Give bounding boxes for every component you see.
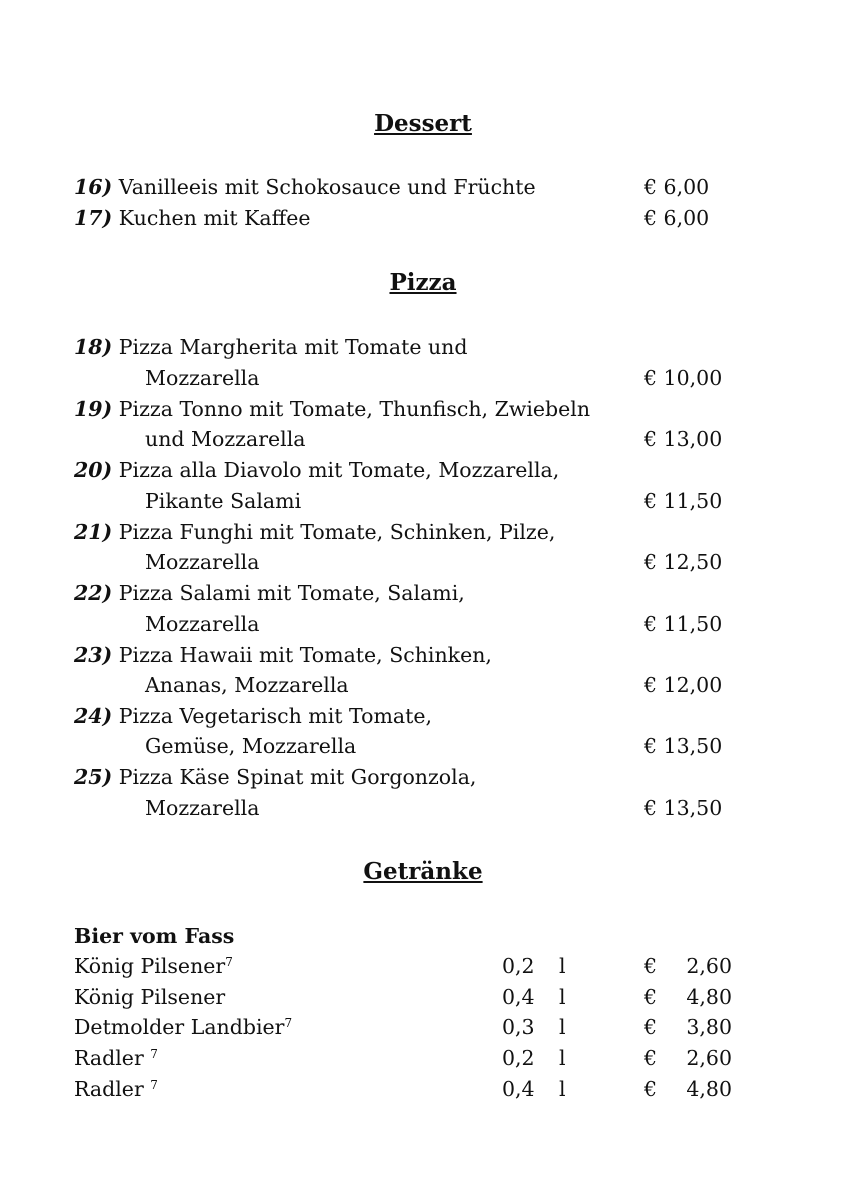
item-price: € 13,50 bbox=[644, 796, 723, 820]
item-text: Pizza Tonno mit Tomate, Thunfisch, Zwiebeln bbox=[118, 397, 591, 421]
drink-name: Radler bbox=[74, 1077, 151, 1101]
drink-row bbox=[74, 1043, 158, 1073]
item-number: 22) bbox=[74, 581, 113, 605]
item-number: 20) bbox=[74, 458, 113, 482]
menu-item-19 bbox=[74, 394, 590, 424]
footnote-mark: 7 bbox=[225, 955, 233, 969]
item-price: € 13,50 bbox=[644, 734, 723, 758]
item-text: Vanilleeis mit Schokosauce und Früchte bbox=[118, 175, 536, 199]
item-price: € 6,00 bbox=[644, 175, 710, 199]
item-price: € 11,50 bbox=[644, 489, 723, 513]
item-number: 24) bbox=[74, 704, 113, 728]
drink-currency: € bbox=[644, 954, 658, 978]
drink-name: König Pilsener bbox=[74, 954, 226, 978]
section-title-pizza: Pizza bbox=[389, 269, 457, 296]
item-text: Pizza Hawaii mit Tomate, Schinken, bbox=[118, 643, 492, 667]
drinks-subtitle: Bier vom Fass bbox=[74, 924, 235, 948]
item-text-continued: Mozzarella bbox=[145, 366, 260, 390]
item-price: € 6,00 bbox=[644, 206, 710, 230]
drink-currency: € bbox=[644, 1015, 658, 1039]
item-number: 16) bbox=[74, 175, 113, 199]
menu-item-25 bbox=[74, 762, 476, 792]
drink-row bbox=[74, 951, 233, 981]
footnote-mark: 7 bbox=[150, 1047, 158, 1061]
drink-unit: l bbox=[559, 1015, 566, 1039]
item-text: Pizza Salami mit Tomate, Salami, bbox=[118, 581, 465, 605]
menu-item-21 bbox=[74, 517, 555, 547]
item-price: € 10,00 bbox=[644, 366, 723, 390]
item-number: 17) bbox=[74, 206, 113, 230]
drink-currency: € bbox=[644, 1077, 658, 1101]
drink-row bbox=[74, 982, 225, 1012]
drink-row bbox=[74, 1074, 158, 1104]
item-number: 25) bbox=[74, 765, 113, 789]
menu-item-23 bbox=[74, 640, 492, 670]
item-text: Pizza Funghi mit Tomate, Schinken, Pilze, bbox=[118, 520, 556, 544]
drink-volume: 0,2 bbox=[502, 1046, 535, 1070]
drink-volume: 0,4 bbox=[502, 985, 535, 1009]
drink-unit: l bbox=[559, 985, 566, 1009]
item-text: Pizza Margherita mit Tomate und bbox=[118, 335, 468, 359]
item-text: Kuchen mit Kaffee bbox=[118, 206, 311, 230]
drink-name: König Pilsener bbox=[74, 985, 226, 1009]
drink-amount: 2,60 bbox=[686, 954, 732, 978]
item-price: € 12,00 bbox=[644, 673, 723, 697]
item-number: 21) bbox=[74, 520, 113, 544]
menu-item-22 bbox=[74, 578, 465, 608]
drink-volume: 0,3 bbox=[502, 1015, 535, 1039]
drink-volume: 0,4 bbox=[502, 1077, 535, 1101]
menu-item-16 bbox=[74, 172, 536, 202]
menu-item-17 bbox=[74, 203, 310, 233]
menu-item-20 bbox=[74, 455, 559, 485]
drink-name: Detmolder Landbier bbox=[74, 1015, 285, 1039]
item-text-continued: Pikante Salami bbox=[145, 489, 302, 513]
item-price: € 11,50 bbox=[644, 612, 723, 636]
drink-amount: 3,80 bbox=[686, 1015, 732, 1039]
item-text-continued: Ananas, Mozzarella bbox=[145, 673, 349, 697]
item-text-continued: Mozzarella bbox=[145, 550, 260, 574]
item-text-continued: Gemüse, Mozzarella bbox=[145, 734, 357, 758]
drink-unit: l bbox=[559, 1046, 566, 1070]
item-number: 19) bbox=[74, 397, 113, 421]
drink-row bbox=[74, 1012, 292, 1042]
item-text: Pizza Käse Spinat mit Gorgonzola, bbox=[118, 765, 477, 789]
menu-item-24 bbox=[74, 701, 432, 731]
drink-currency: € bbox=[644, 1046, 658, 1070]
menu-item-18 bbox=[74, 332, 468, 362]
drink-currency: € bbox=[644, 985, 658, 1009]
item-number: 18) bbox=[74, 335, 113, 359]
drink-amount: 4,80 bbox=[686, 985, 732, 1009]
item-text: Pizza alla Diavolo mit Tomate, Mozzarella, bbox=[118, 458, 560, 482]
item-text: Pizza Vegetarisch mit Tomate, bbox=[118, 704, 433, 728]
item-number: 23) bbox=[74, 643, 113, 667]
drink-volume: 0,2 bbox=[502, 954, 535, 978]
item-text-continued: und Mozzarella bbox=[145, 427, 306, 451]
footnote-mark: 7 bbox=[284, 1016, 293, 1030]
section-title-dessert: Dessert bbox=[374, 110, 472, 137]
item-text-continued: Mozzarella bbox=[145, 612, 260, 636]
drink-name: Radler bbox=[74, 1046, 151, 1070]
drink-unit: l bbox=[559, 1077, 566, 1101]
drink-unit: l bbox=[559, 954, 566, 978]
item-text-continued: Mozzarella bbox=[145, 796, 260, 820]
section-title-drinks: Getränke bbox=[363, 858, 483, 885]
drink-amount: 2,60 bbox=[686, 1046, 732, 1070]
item-price: € 12,50 bbox=[644, 550, 723, 574]
footnote-mark: 7 bbox=[150, 1078, 158, 1092]
drink-amount: 4,80 bbox=[686, 1077, 732, 1101]
item-price: € 13,00 bbox=[644, 427, 723, 451]
